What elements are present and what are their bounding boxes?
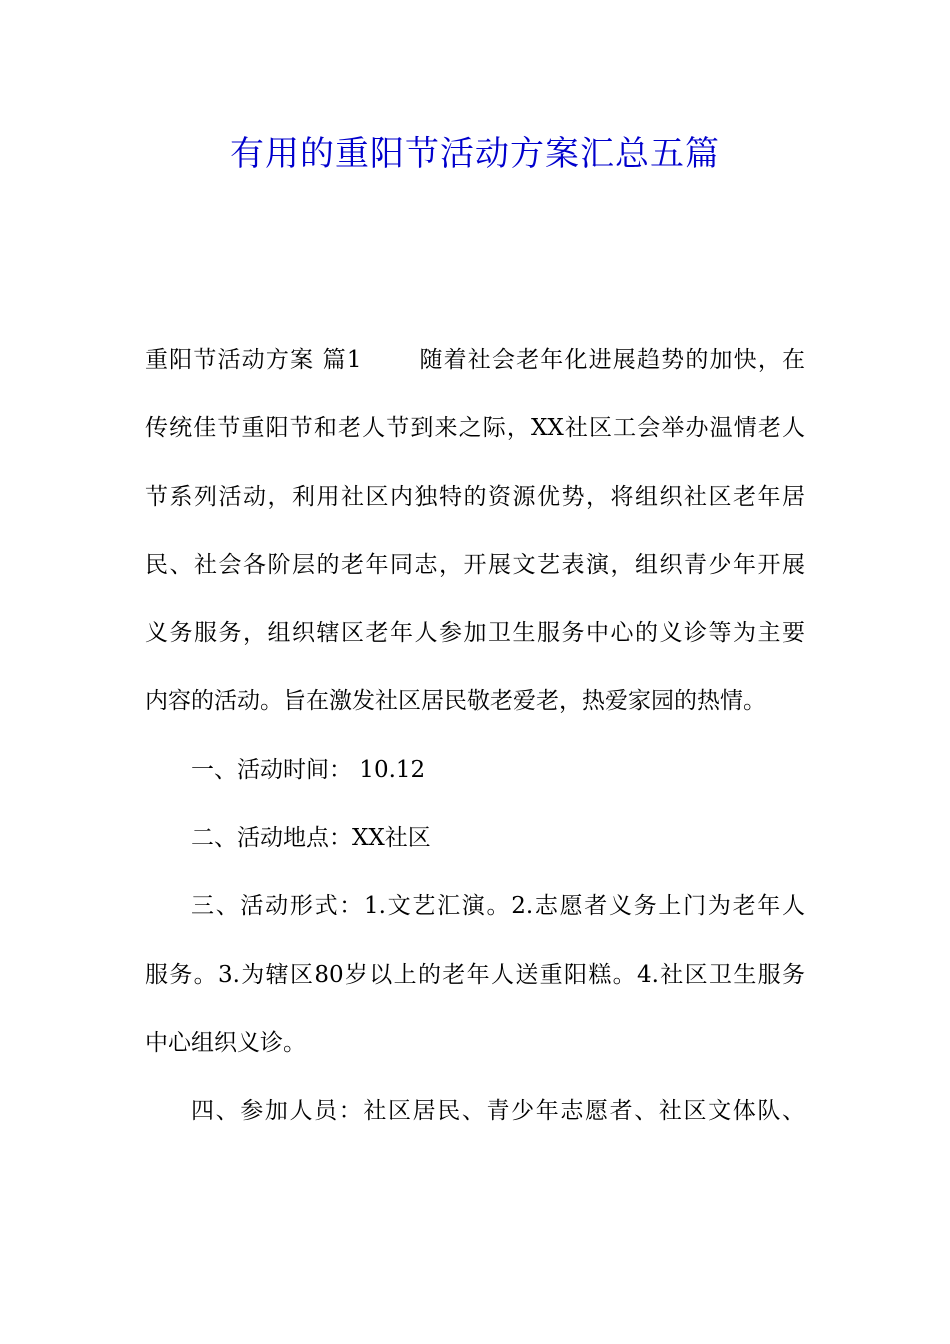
paragraph-line: 民、社会各阶层的老年同志，开展文艺表演，组织青少年开展 xyxy=(145,551,805,578)
paragraph-line: 服务。3.为辖区80岁以上的老年人送重阳糕。4.社区卫生服务 xyxy=(145,961,805,988)
paragraph-line: 中心组织义诊。 xyxy=(145,1029,306,1056)
paragraph-line: 义务服务，组织辖区老年人参加卫生服务中心的义诊等为主要 xyxy=(145,620,805,647)
paragraph-line: 重阳节活动方案 篇1 随着社会老年化进展趋势的加快，在 xyxy=(145,347,805,373)
section-heading-participants: 四、参加人员：社区居民、青少年志愿者、社区文体队、 xyxy=(191,1098,805,1125)
paragraph-line: 节系列活动，利用社区内独特的资源优势，将组织社区老年居 xyxy=(145,483,805,510)
section-heading-format: 三、活动形式：1.文艺汇演。2.志愿者义务上门为老年人 xyxy=(191,893,805,920)
section-heading-time: 一、活动时间： 10.12 xyxy=(191,756,426,783)
document-title: 有用的重阳节活动方案汇总五篇 xyxy=(230,134,720,174)
paragraph-line: 传统佳节重阳节和老人节到来之际，XX社区工会举办温情老人 xyxy=(145,415,805,442)
section-heading-location: 二、活动地点：XX社区 xyxy=(191,825,431,852)
document-body xyxy=(145,326,805,1146)
paragraph-line: 内容的活动。旨在激发社区居民敬老爱老，热爱家园的热情。 xyxy=(145,688,766,715)
